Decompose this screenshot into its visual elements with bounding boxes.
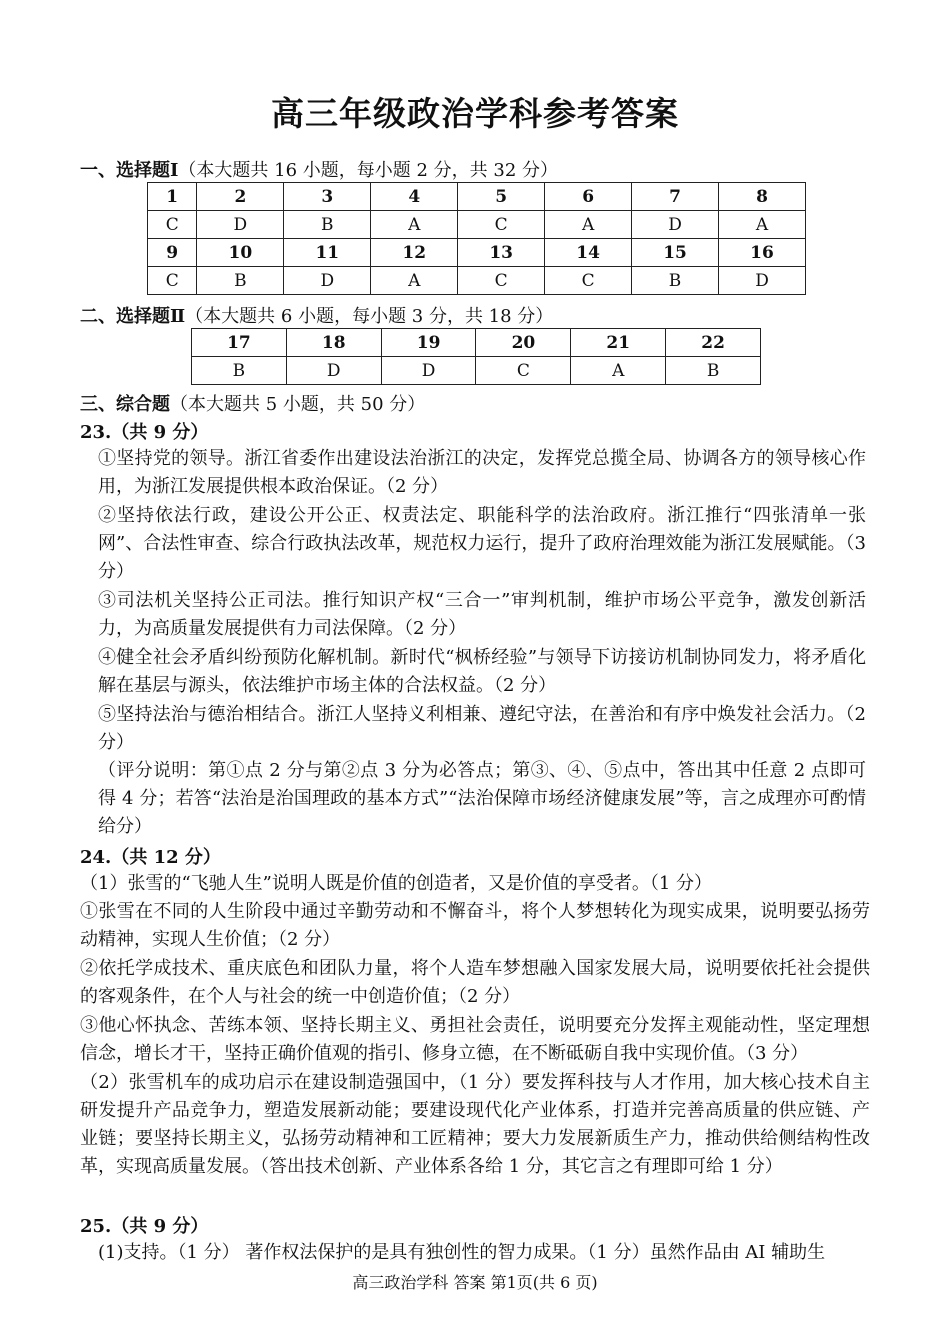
question-number-cell: 7 <box>632 183 719 211</box>
section2-answer-table <box>191 328 761 385</box>
q25-part-1: (1)支持。（1 分） 著作权法保护的是具有独创性的智力成果。（1 分）虽然作品由 AI 辅助生 <box>98 1242 826 1263</box>
answer-row <box>148 211 806 239</box>
q23-point-3: ③司法机关坚持公正司法。推行知识产权“三合一”审判机制，维护市场公平竞争，激发创新活力，为高质量发展提供有力司法保障。（2 分） <box>98 590 866 639</box>
section3-note: （本大题共 5 小题，共 50 分） <box>170 394 426 415</box>
q24-heading: 24.（共 12 分） <box>80 847 221 868</box>
section2-note: （本大题共 6 小题，每小题 3 分，共 18 分） <box>185 306 554 327</box>
question-number-cell: 21 <box>571 329 666 357</box>
page-footer: 高三政治学科 答案 第1页(共 6 页) <box>352 1273 598 1292</box>
q24-point-2: ②依托学成技术、重庆底色和团队力量，将个人造车梦想融入国家发展大局，说明要依托社会提供的客观条件，在个人与社会的统一中创造价值；（2 分） <box>80 958 870 1007</box>
question-number-cell: 11 <box>284 239 371 267</box>
q23-point-4: ④健全社会矛盾纠纷预防化解机制。新时代“枫桥经验”与领导下访接访机制协同发力，将矛盾化解在基层与源头，依法维护市场主体的合法权益。（2 分） <box>98 647 866 696</box>
answer-row <box>148 267 806 295</box>
question-number-cell: 8 <box>719 183 806 211</box>
section3-label: 三、综合题 <box>80 394 170 415</box>
q23-point-5: ⑤坚持法治与德治相结合。浙江人坚持义利相兼、遵纪守法，在善治和有序中焕发社会活力。（2 分） <box>98 704 866 753</box>
answer-cell: C <box>476 357 571 385</box>
answer-cell: B <box>632 267 719 295</box>
answer-cell: D <box>719 267 806 295</box>
page-title: 高三年级政治学科参考答案 <box>271 94 679 133</box>
question-number-cell: 22 <box>666 329 761 357</box>
answer-cell: B <box>192 357 287 385</box>
section1-answer-table <box>147 182 806 295</box>
section1-label: 一、选择题Ⅰ <box>80 160 179 181</box>
answer-cell: B <box>197 267 284 295</box>
answer-row <box>192 357 761 385</box>
q23-scoring-note: （评分说明：第①点 2 分与第②点 3 分为必答点；第③、④、⑤点中，答出其中任意 2 点即可得 4 分；若答“法治是治国理政的基本方式”“法治保障市场经济健康发展”等，言之成理亦可酌情给分） <box>98 760 866 837</box>
answer-cell: D <box>286 357 381 385</box>
q23-point-1: ①坚持党的领导。浙江省委作出建设法治浙江的决定，发挥党总揽全局、协调各方的领导核心作用，为浙江发展提供根本政治保证。（2 分） <box>98 448 866 497</box>
answer-cell: A <box>719 211 806 239</box>
question-number-cell: 10 <box>197 239 284 267</box>
question-number-cell: 2 <box>197 183 284 211</box>
question-number-cell: 19 <box>381 329 476 357</box>
answer-cell: D <box>197 211 284 239</box>
question-number-row <box>148 183 806 211</box>
answer-cell: C <box>148 211 197 239</box>
answer-cell: B <box>284 211 371 239</box>
answer-cell: A <box>571 357 666 385</box>
section3-heading <box>80 390 425 416</box>
q24-part-2: （2）张雪机车的成功启示在建设制造强国中，（1 分）要发挥科技与人才作用，加大核心技术自主研发提升产品竞争力，塑造发展新动能；要建设现代化产业体系，打造并完善高质量的供应链、产业链；要坚持长期主义，弘扬劳动精神和工匠精神；要大力发展新质生产力，推动供给侧结构性改革，实现高质量发展。（答出技术创新、产业体系各给 1 分，其它言之有理即可给 1 分） <box>80 1072 870 1177</box>
answer-cell: D <box>381 357 476 385</box>
question-number-cell: 18 <box>286 329 381 357</box>
question-number-cell: 14 <box>545 239 632 267</box>
q23-point-2: ②坚持依法行政，建设公开公正、权责法定、职能科学的法治政府。浙江推行“四张清单一张网”、合法性审查、综合行政执法改革，规范权力运行，提升了政府治理效能为浙江发展赋能。（3 分） <box>98 505 866 582</box>
answer-cell: C <box>148 267 197 295</box>
section2-label: 二、选择题Ⅱ <box>80 306 186 327</box>
q23-heading: 23.（共 9 分） <box>80 422 209 443</box>
question-number-cell: 12 <box>371 239 458 267</box>
question-number-cell: 5 <box>458 183 545 211</box>
question-number-cell: 9 <box>148 239 197 267</box>
question-number-cell: 1 <box>148 183 197 211</box>
question-number-cell: 13 <box>458 239 545 267</box>
section1-heading <box>80 156 558 182</box>
question-number-row <box>148 239 806 267</box>
section2-heading <box>80 302 553 328</box>
answer-cell: A <box>371 267 458 295</box>
section1-note: （本大题共 16 小题，每小题 2 分，共 32 分） <box>178 160 559 181</box>
answer-cell: C <box>545 267 632 295</box>
question-number-cell: 17 <box>192 329 287 357</box>
question-number-row <box>192 329 761 357</box>
answer-cell: C <box>458 267 545 295</box>
answer-cell: D <box>284 267 371 295</box>
question-number-cell: 4 <box>371 183 458 211</box>
q24-point-1: ①张雪在不同的人生阶段中通过辛勤劳动和不懈奋斗，将个人梦想转化为现实成果，说明要弘扬劳动精神，实现人生价值；（2 分） <box>80 901 870 950</box>
question-number-cell: 3 <box>284 183 371 211</box>
q25-heading: 25.（共 9 分） <box>80 1216 209 1237</box>
answer-cell: D <box>632 211 719 239</box>
question-number-cell: 20 <box>476 329 571 357</box>
answer-cell: A <box>545 211 632 239</box>
question-number-cell: 6 <box>545 183 632 211</box>
q24-point-3: ③他心怀执念、苦练本领、坚持长期主义、勇担社会责任，说明要充分发挥主观能动性，坚定理想信念，增长才干，坚持正确价值观的指引、修身立德，在不断砥砺自我中实现价值。（3 分） <box>80 1015 870 1064</box>
answer-cell: C <box>458 211 545 239</box>
q24-part-1: （1）张雪的“飞驰人生”说明人既是价值的创造者，又是价值的享受者。（1 分） <box>80 873 713 894</box>
question-number-cell: 16 <box>719 239 806 267</box>
answer-cell: A <box>371 211 458 239</box>
question-number-cell: 15 <box>632 239 719 267</box>
answer-cell: B <box>666 357 761 385</box>
